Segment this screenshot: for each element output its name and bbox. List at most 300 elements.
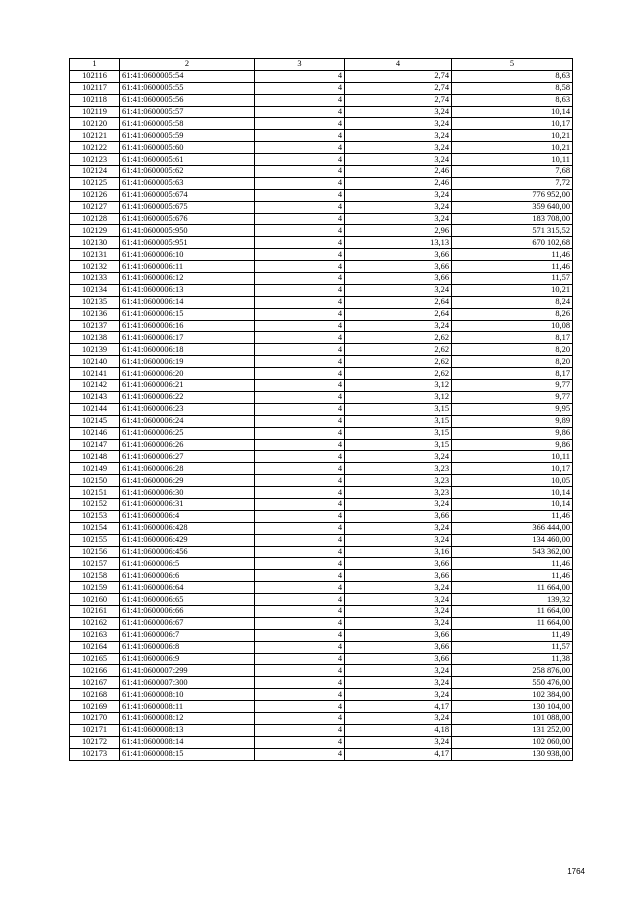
table-cell: 61:41:0600006:22 (120, 391, 255, 403)
table-cell: 3,66 (345, 558, 452, 570)
table-cell: 102145 (70, 415, 120, 427)
table-cell: 4 (255, 296, 345, 308)
table-cell: 4 (255, 201, 345, 213)
table-cell: 102139 (70, 344, 120, 356)
table-cell: 2,74 (345, 94, 452, 106)
table-cell: 61:41:0600006:26 (120, 439, 255, 451)
table-row (70, 177, 573, 189)
table-cell: 61:41:0600005:59 (120, 130, 255, 142)
table-cell: 61:41:0600006:28 (120, 463, 255, 475)
table-cell: 102166 (70, 665, 120, 677)
table-cell: 3,23 (345, 487, 452, 499)
table-row (70, 82, 573, 94)
table-cell: 9,77 (452, 391, 573, 403)
table-cell: 102170 (70, 712, 120, 724)
table-cell: 4 (255, 415, 345, 427)
table-cell: 102123 (70, 154, 120, 166)
table-cell: 3,24 (345, 605, 452, 617)
table-row (70, 249, 573, 261)
table-cell: 4 (255, 380, 345, 392)
register-table (69, 58, 573, 761)
table-cell: 8,26 (452, 308, 573, 320)
table-row (70, 308, 573, 320)
table-cell: 10,21 (452, 142, 573, 154)
table-cell: 3,24 (345, 130, 452, 142)
table-cell: 10,21 (452, 130, 573, 142)
table-cell: 102153 (70, 510, 120, 522)
table-cell: 102155 (70, 534, 120, 546)
table-row (70, 225, 573, 237)
table-row (70, 736, 573, 748)
table-cell: 61:41:0600006:64 (120, 582, 255, 594)
table-row (70, 617, 573, 629)
table-cell: 61:41:0600006:24 (120, 415, 255, 427)
table-cell: 8,58 (452, 82, 573, 94)
table-cell: 10,14 (452, 498, 573, 510)
table-cell: 3,24 (345, 201, 452, 213)
table-cell: 61:41:0600006:29 (120, 475, 255, 487)
table-cell: 61:41:0600006:21 (120, 380, 255, 392)
table-row (70, 201, 573, 213)
table-cell: 130 938,00 (452, 748, 573, 760)
table-cell: 61:41:0600005:62 (120, 166, 255, 178)
table-row (70, 356, 573, 368)
table-row (70, 237, 573, 249)
table-cell: 61:41:0600005:676 (120, 213, 255, 225)
table-cell: 102132 (70, 261, 120, 273)
table-cell: 2,74 (345, 82, 452, 94)
table-cell: 102121 (70, 130, 120, 142)
table-cell: 550 476,00 (452, 677, 573, 689)
table-cell: 4 (255, 94, 345, 106)
table-cell: 9,86 (452, 427, 573, 439)
table-cell: 3,16 (345, 546, 452, 558)
table-cell: 3,24 (345, 582, 452, 594)
table-cell: 3,15 (345, 427, 452, 439)
table-cell: 4 (255, 510, 345, 522)
table-cell: 3,66 (345, 261, 452, 273)
table-cell: 61:41:0600008:13 (120, 724, 255, 736)
table-cell: 11,38 (452, 653, 573, 665)
table-cell: 61:41:0600006:13 (120, 284, 255, 296)
table-cell: 11 664,00 (452, 605, 573, 617)
table-row (70, 380, 573, 392)
table-cell: 102165 (70, 653, 120, 665)
table-row (70, 451, 573, 463)
table-cell: 9,77 (452, 380, 573, 392)
table-cell: 3,24 (345, 712, 452, 724)
table-cell: 4 (255, 106, 345, 118)
table-cell: 102167 (70, 677, 120, 689)
table-cell: 2,62 (345, 344, 452, 356)
table-row (70, 689, 573, 701)
table-cell: 4 (255, 308, 345, 320)
table-cell: 61:41:0600006:6 (120, 570, 255, 582)
table-cell: 8,63 (452, 70, 573, 82)
table-cell: 776 952,00 (452, 189, 573, 201)
table-cell: 4 (255, 427, 345, 439)
table-cell: 102127 (70, 201, 120, 213)
table-cell: 4,17 (345, 748, 452, 760)
table-cell: 13,13 (345, 237, 452, 249)
table-cell: 4 (255, 344, 345, 356)
table-cell: 4 (255, 451, 345, 463)
table-cell: 3,24 (345, 665, 452, 677)
table-row (70, 142, 573, 154)
table-cell: 102122 (70, 142, 120, 154)
table-cell: 3,12 (345, 391, 452, 403)
table-cell: 3,24 (345, 118, 452, 130)
table-cell: 8,24 (452, 296, 573, 308)
table-cell: 3,24 (345, 213, 452, 225)
table-cell: 9,95 (452, 403, 573, 415)
table-row (70, 213, 573, 225)
table-cell: 3,24 (345, 189, 452, 201)
table-row (70, 534, 573, 546)
table-cell: 4 (255, 736, 345, 748)
table-cell: 61:41:0600006:8 (120, 641, 255, 653)
table-cell: 4 (255, 177, 345, 189)
table-cell: 4 (255, 546, 345, 558)
table-cell: 4 (255, 701, 345, 713)
table-cell: 61:41:0600005:63 (120, 177, 255, 189)
table-cell: 102169 (70, 701, 120, 713)
table-row (70, 415, 573, 427)
table-row (70, 641, 573, 653)
table-cell: 8,17 (452, 332, 573, 344)
table-cell: 2,62 (345, 332, 452, 344)
table-cell: 102142 (70, 380, 120, 392)
table-cell: 571 315,52 (452, 225, 573, 237)
table-cell: 7,68 (452, 166, 573, 178)
table-row (70, 629, 573, 641)
table-cell: 3,24 (345, 451, 452, 463)
table-row (70, 653, 573, 665)
table-row (70, 403, 573, 415)
table-cell: 102143 (70, 391, 120, 403)
table-cell: 4 (255, 605, 345, 617)
table-cell: 4 (255, 368, 345, 380)
table-cell: 102131 (70, 249, 120, 261)
table-cell: 10,17 (452, 118, 573, 130)
table-cell: 61:41:0600005:61 (120, 154, 255, 166)
table-cell: 4 (255, 142, 345, 154)
table-cell: 102116 (70, 70, 120, 82)
table-cell: 3,24 (345, 320, 452, 332)
table-cell: 4,18 (345, 724, 452, 736)
table-cell: 61:41:0600006:66 (120, 605, 255, 617)
table-cell: 4 (255, 629, 345, 641)
table-cell: 102149 (70, 463, 120, 475)
table-cell: 4 (255, 653, 345, 665)
table-cell: 61:41:0600006:10 (120, 249, 255, 261)
table-cell: 11 664,00 (452, 582, 573, 594)
table-cell: 61:41:0600006:67 (120, 617, 255, 629)
table-cell: 61:41:0600005:58 (120, 118, 255, 130)
table-cell: 4 (255, 487, 345, 499)
table-cell: 4 (255, 712, 345, 724)
table-cell: 4 (255, 70, 345, 82)
table-cell: 3,24 (345, 106, 452, 118)
table-cell: 7,72 (452, 177, 573, 189)
table-cell: 102136 (70, 308, 120, 320)
header-cell-3: 3 (255, 59, 345, 71)
table-cell: 4 (255, 391, 345, 403)
table-row (70, 130, 573, 142)
table-cell: 11,46 (452, 570, 573, 582)
table-cell: 4 (255, 237, 345, 249)
table-cell: 61:41:0600006:31 (120, 498, 255, 510)
table-cell: 2,46 (345, 177, 452, 189)
table-cell: 2,64 (345, 308, 452, 320)
table-row (70, 546, 573, 558)
table-cell: 543 362,00 (452, 546, 573, 558)
table-row (70, 558, 573, 570)
table-cell: 102125 (70, 177, 120, 189)
table-cell: 4 (255, 582, 345, 594)
table-row (70, 582, 573, 594)
table-cell: 61:41:0600006:5 (120, 558, 255, 570)
table-cell: 102117 (70, 82, 120, 94)
table-cell: 61:41:0600008:12 (120, 712, 255, 724)
table-cell: 3,23 (345, 463, 452, 475)
table-cell: 102148 (70, 451, 120, 463)
table-cell: 4 (255, 403, 345, 415)
table-cell: 4 (255, 724, 345, 736)
table-row (70, 94, 573, 106)
table-cell: 61:41:0600006:19 (120, 356, 255, 368)
table-cell: 61:41:0600006:429 (120, 534, 255, 546)
table-cell: 61:41:0600006:65 (120, 594, 255, 606)
table-cell: 61:41:0600008:11 (120, 701, 255, 713)
table-cell: 4 (255, 617, 345, 629)
table-cell: 61:41:0600006:23 (120, 403, 255, 415)
table-cell: 61:41:0600006:9 (120, 653, 255, 665)
table-cell: 61:41:0600006:17 (120, 332, 255, 344)
table-cell: 61:41:0600006:11 (120, 261, 255, 273)
table-cell: 3,24 (345, 617, 452, 629)
table-cell: 4 (255, 82, 345, 94)
table-row (70, 106, 573, 118)
table-cell: 61:41:0600006:12 (120, 273, 255, 285)
table-cell: 11 664,00 (452, 617, 573, 629)
page-number: 1764 (567, 867, 585, 876)
table-cell: 4 (255, 689, 345, 701)
table-cell: 102124 (70, 166, 120, 178)
table-cell: 8,20 (452, 356, 573, 368)
table-cell: 4 (255, 249, 345, 261)
table-cell: 102158 (70, 570, 120, 582)
table-row (70, 522, 573, 534)
table-cell: 102156 (70, 546, 120, 558)
table-row (70, 296, 573, 308)
table-cell: 61:41:0600006:20 (120, 368, 255, 380)
table-cell: 61:41:0600005:60 (120, 142, 255, 154)
table-cell: 102172 (70, 736, 120, 748)
header-cell-5: 5 (452, 59, 573, 71)
table-cell: 366 444,00 (452, 522, 573, 534)
table-cell: 102137 (70, 320, 120, 332)
table-cell: 3,24 (345, 689, 452, 701)
table-cell: 102157 (70, 558, 120, 570)
table-cell: 61:41:0600005:55 (120, 82, 255, 94)
table-cell: 4 (255, 213, 345, 225)
table-cell: 102147 (70, 439, 120, 451)
table-cell: 359 640,00 (452, 201, 573, 213)
table-cell: 102160 (70, 594, 120, 606)
table-cell: 102154 (70, 522, 120, 534)
table-cell: 3,24 (345, 534, 452, 546)
table-row (70, 320, 573, 332)
table-cell: 102126 (70, 189, 120, 201)
table-cell: 61:41:0600005:675 (120, 201, 255, 213)
table-row (70, 189, 573, 201)
table-row (70, 510, 573, 522)
table-cell: 139,32 (452, 594, 573, 606)
table-cell: 3,66 (345, 641, 452, 653)
table-row (70, 701, 573, 713)
table-cell: 4 (255, 677, 345, 689)
table-cell: 102164 (70, 641, 120, 653)
table-cell: 102135 (70, 296, 120, 308)
header-row (70, 59, 573, 71)
table-cell: 3,66 (345, 249, 452, 261)
table-cell: 3,24 (345, 594, 452, 606)
table-cell: 4 (255, 534, 345, 546)
table-cell: 130 104,00 (452, 701, 573, 713)
table-cell: 102146 (70, 427, 120, 439)
table-cell: 3,15 (345, 439, 452, 451)
table-row (70, 332, 573, 344)
table-cell: 2,96 (345, 225, 452, 237)
table-cell: 102171 (70, 724, 120, 736)
table-cell: 2,46 (345, 166, 452, 178)
table-cell: 61:41:0600007:300 (120, 677, 255, 689)
table-row (70, 118, 573, 130)
table-cell: 102129 (70, 225, 120, 237)
table-row (70, 463, 573, 475)
table-cell: 4 (255, 748, 345, 760)
table-cell: 102138 (70, 332, 120, 344)
table-row (70, 427, 573, 439)
table-cell: 2,74 (345, 70, 452, 82)
table-cell: 102141 (70, 368, 120, 380)
table-cell: 61:41:0600006:25 (120, 427, 255, 439)
table-cell: 61:41:0600005:674 (120, 189, 255, 201)
table-cell: 4 (255, 665, 345, 677)
table-cell: 3,66 (345, 570, 452, 582)
table-cell: 10,17 (452, 463, 573, 475)
table-cell: 61:41:0600005:56 (120, 94, 255, 106)
table-cell: 3,24 (345, 522, 452, 534)
table-cell: 8,20 (452, 344, 573, 356)
table-row (70, 677, 573, 689)
table-cell: 11,46 (452, 558, 573, 570)
table-cell: 102152 (70, 498, 120, 510)
table-cell: 4 (255, 570, 345, 582)
table-cell: 4 (255, 475, 345, 487)
table-cell: 4 (255, 498, 345, 510)
table-cell: 11,46 (452, 261, 573, 273)
table-cell: 102134 (70, 284, 120, 296)
table-cell: 61:41:0600006:428 (120, 522, 255, 534)
table-cell: 4 (255, 320, 345, 332)
table-cell: 8,63 (452, 94, 573, 106)
table-cell: 4 (255, 594, 345, 606)
table-cell: 61:41:0600006:7 (120, 629, 255, 641)
table-cell: 4 (255, 166, 345, 178)
table-cell: 4 (255, 284, 345, 296)
table-cell: 102144 (70, 403, 120, 415)
table-row (70, 344, 573, 356)
table-cell: 61:41:0600005:54 (120, 70, 255, 82)
table-cell: 3,24 (345, 284, 452, 296)
table-row (70, 70, 573, 82)
table-row (70, 439, 573, 451)
table-cell: 3,24 (345, 154, 452, 166)
table-cell: 61:41:0600006:4 (120, 510, 255, 522)
table-cell: 102168 (70, 689, 120, 701)
table-cell: 61:41:0600006:456 (120, 546, 255, 558)
table-cell: 4 (255, 439, 345, 451)
table-cell: 4 (255, 154, 345, 166)
table-cell: 134 460,00 (452, 534, 573, 546)
table-cell: 3,24 (345, 142, 452, 154)
table-cell: 2,62 (345, 368, 452, 380)
table-cell: 131 252,00 (452, 724, 573, 736)
table-cell: 10,14 (452, 487, 573, 499)
table-row (70, 487, 573, 499)
table-row (70, 154, 573, 166)
table-row (70, 166, 573, 178)
table-cell: 4,17 (345, 701, 452, 713)
table-cell: 4 (255, 522, 345, 534)
table-cell: 61:41:0600006:27 (120, 451, 255, 463)
table-cell: 4 (255, 130, 345, 142)
table-cell: 9,89 (452, 415, 573, 427)
table-cell: 61:41:0600006:16 (120, 320, 255, 332)
table-cell: 61:41:0600006:14 (120, 296, 255, 308)
table-cell: 61:41:0600006:30 (120, 487, 255, 499)
table-cell: 670 102,68 (452, 237, 573, 249)
table-cell: 3,66 (345, 629, 452, 641)
table-row (70, 368, 573, 380)
table-cell: 3,66 (345, 653, 452, 665)
table-cell: 4 (255, 463, 345, 475)
table-cell: 102118 (70, 94, 120, 106)
table-cell: 3,24 (345, 498, 452, 510)
table-body (70, 70, 573, 760)
table-cell: 102173 (70, 748, 120, 760)
table-cell: 61:41:0600008:15 (120, 748, 255, 760)
table-row (70, 712, 573, 724)
table-row (70, 273, 573, 285)
table-cell: 102162 (70, 617, 120, 629)
table-cell: 102151 (70, 487, 120, 499)
table-row (70, 391, 573, 403)
table-cell: 9,86 (452, 439, 573, 451)
table-cell: 3,15 (345, 415, 452, 427)
table-cell: 102130 (70, 237, 120, 249)
table-cell: 11,57 (452, 641, 573, 653)
table-cell: 10,14 (452, 106, 573, 118)
table-cell: 61:41:0600006:18 (120, 344, 255, 356)
table-cell: 4 (255, 189, 345, 201)
header-cell-2: 2 (120, 59, 255, 71)
table-cell: 10,05 (452, 475, 573, 487)
table-cell: 258 876,00 (452, 665, 573, 677)
table-row (70, 748, 573, 760)
